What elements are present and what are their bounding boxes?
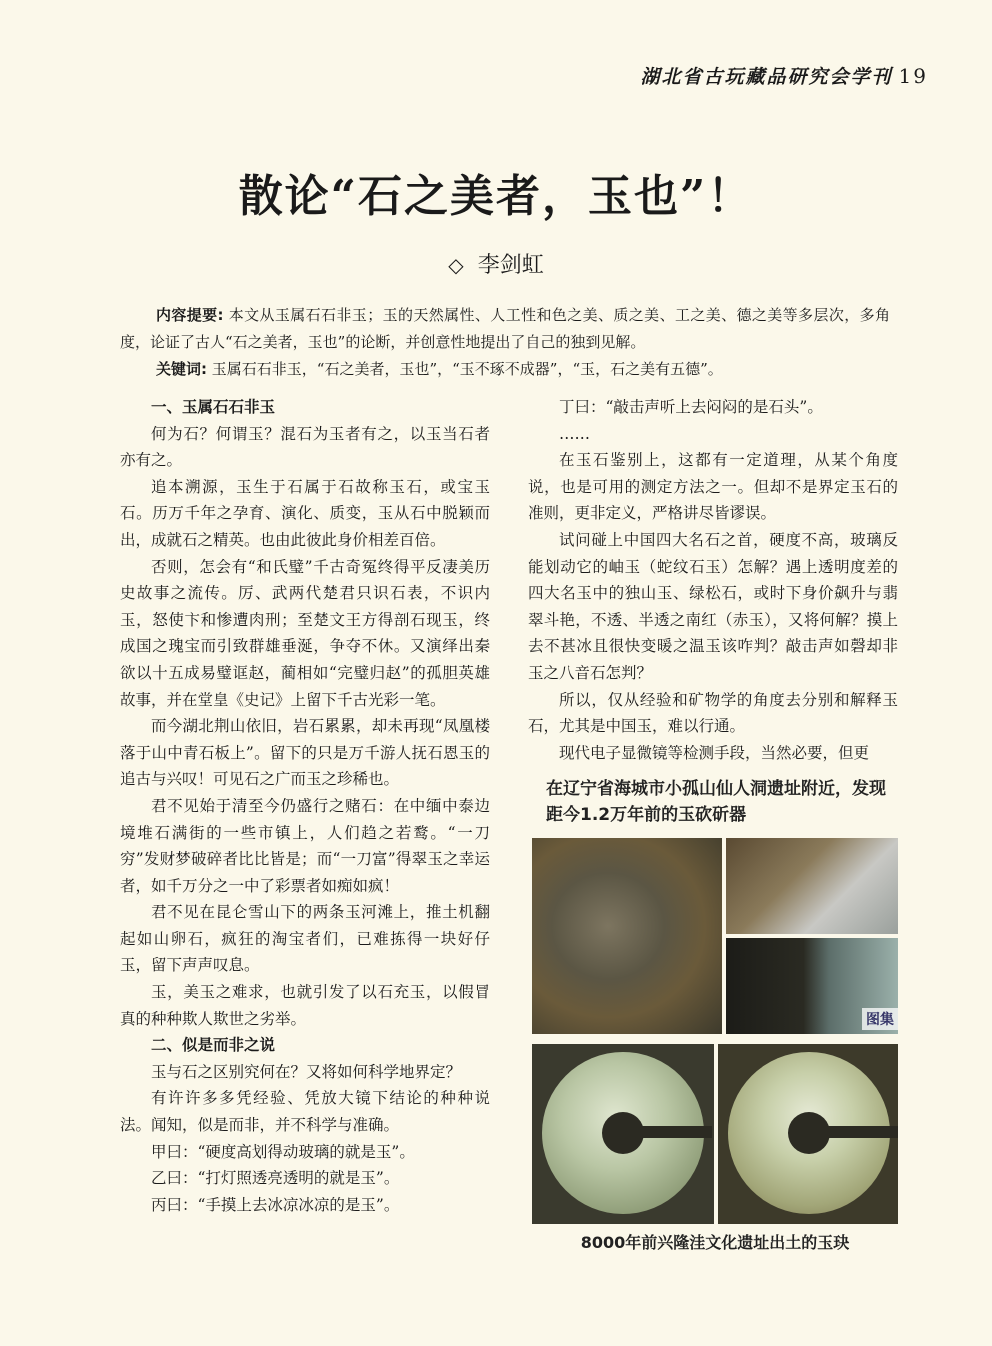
left-column [120, 394, 490, 1218]
paragraph: 在玉石鉴别上，这都有一定道理，从某个角度说，也是可用的测定方法之一。但却不是界定玉石的准则，更非定义，严格讲尽皆谬误。 [528, 451, 898, 523]
abstract-summary [120, 302, 890, 356]
paragraph: 何为石？何谓玉？混石为玉者有之，以玉当石者亦有之。 [120, 424, 490, 470]
paragraph: 而今湖北荆山依旧，岩石累累，却未再现“凤凰楼落于山中青石板上”。留下的只是万千游人抚石恩玉的追古与兴叹！可见石之广而玉之珍稀也。 [120, 717, 490, 789]
summary-label: 内容提要: [156, 306, 224, 324]
paragraph: 乙曰：“打灯照透亮透明的就是玉”。 [151, 1169, 400, 1188]
diamond-icon: ◇ [448, 253, 464, 277]
author-name: 李剑虹 [477, 253, 544, 278]
author-line [0, 248, 992, 279]
keywords-label: 关键词: [156, 360, 207, 378]
article-title: 散论“石之美者，玉也”！ [238, 171, 754, 222]
paragraph: 试问碰上中国四大名石之首，硬度不高，玻璃反能划动它的岫玉（蛇纹石玉）怎解？遇上透明度差的四大名玉中的独山玉、绿松石，或时下身价飙升与翡翠斗艳，不透、半透之南红（赤玉），又将何解？摸上去不甚冰且很快变暖之温玉该咋判？敲击声如磬却非玉之八音石怎判？ [528, 530, 898, 682]
summary-text: 本文从玉属石石非玉；玉的天然属性、人工性和色之美、质之美、工之美、德之美等多层次，多角度，论证了古人“石之美者，玉也”的论断，并创意性地提出了自己的独到见解。 [120, 306, 890, 351]
running-header [641, 62, 928, 89]
jade-tool-edge-photo [726, 938, 898, 1034]
paragraph: 有许许多多凭经验、凭放大镜下结论的种种说法。闻知，似是而非，并不科学与准确。 [120, 1089, 490, 1135]
jade-jue-ring [542, 1052, 704, 1214]
right-column [528, 394, 898, 766]
photo-collage [532, 838, 898, 1220]
paragraph: 否则，怎会有“和氏璧”千古奇冤终得平反凄美历史故事之流传。厉、武两代楚君只识石表，不识内玉，怒使卞和惨遭肉刑；至楚文王方得剖石现玉，终成国之瑰宝而引致群雄垂涎，争夺不休。又演绎出秦欲以十五成易璧诓赵，蔺相如“完璧归赵”的孤胆英雄故事，并在堂皇《史记》上留下千古光彩一笔。 [120, 557, 490, 709]
paragraph: …… [559, 424, 590, 443]
jade-jue-photo-right [718, 1044, 898, 1224]
paragraph: 玉与石之区别究何在？又将如何科学地界定？ [151, 1062, 462, 1081]
paragraph: 君不见始于清至今仍盛行之赌石：在中缅中泰边境堆石满街的一些市镇上，人们趋之若鹜。“一刀穷”发财梦破碎者比比皆是；而“一刀富”得翠玉之幸运者，如千万分之一中了彩票者如痴如疯！ [120, 796, 490, 895]
jade-jue-ring [728, 1052, 890, 1214]
paragraph: 丁曰：“敲击声听上去闷闷的是石头”。 [559, 398, 823, 416]
gallery-badge: 图集 [862, 1008, 898, 1030]
paragraph: 现代电子显微镜等检测手段，当然必要，但更 [559, 743, 870, 762]
paragraph: 甲曰：“硬度高划得动玻璃的就是玉”。 [151, 1142, 415, 1161]
page-number: 19 [898, 64, 928, 88]
figure [532, 776, 898, 1266]
jue-slit [818, 1126, 898, 1138]
jade-tool-closeup-photo [726, 838, 898, 934]
abstract [120, 302, 890, 383]
figure-caption-top: 在辽宁省海城市小孤山仙人洞遗址附近，发现距今1.2万年前的玉砍斫器 [546, 779, 886, 825]
journal-name: 湖北省古玩藏品研究会学刊 [640, 66, 893, 88]
jade-jue-photo-left [532, 1044, 714, 1224]
figure-caption-bottom: 8000年前兴隆洼文化遗址出土的玉玦 [580, 1233, 850, 1252]
keywords-text: 玉属石石非玉，“石之美者，玉也”，“玉不琢不成器”，“玉，石之美有五德”。 [211, 360, 723, 378]
section-heading: 一、玉属石石非玉 [151, 398, 276, 416]
jade-tool-photo [532, 838, 722, 1034]
paragraph: 玉，美玉之难求，也就引发了以石充玉，以假冒真的种种欺人欺世之劣举。 [120, 983, 490, 1028]
paragraph: 君不见在昆仑雪山下的两条玉河滩上，推土机翻起如山卵石，疯狂的淘宝者们，已难拣得一块好仔玉，留下声声叹息。 [120, 903, 490, 975]
paragraph: 追本溯源，玉生于石属于石故称玉石，或宝玉石。历万千年之孕育、演化、质变，玉从石中脱颖而出，成就石之精英。也由此彼此身价相差百倍。 [120, 477, 490, 549]
paragraph: 丙曰：“手摸上去冰凉冰凉的是玉”。 [151, 1195, 400, 1214]
jue-slit [632, 1126, 712, 1138]
paragraph: 所以，仅从经验和矿物学的角度去分别和解释玉石，尤其是中国玉，难以行通。 [528, 690, 898, 736]
abstract-keywords [120, 356, 890, 383]
section-heading: 二、似是而非之说 [151, 1036, 276, 1055]
